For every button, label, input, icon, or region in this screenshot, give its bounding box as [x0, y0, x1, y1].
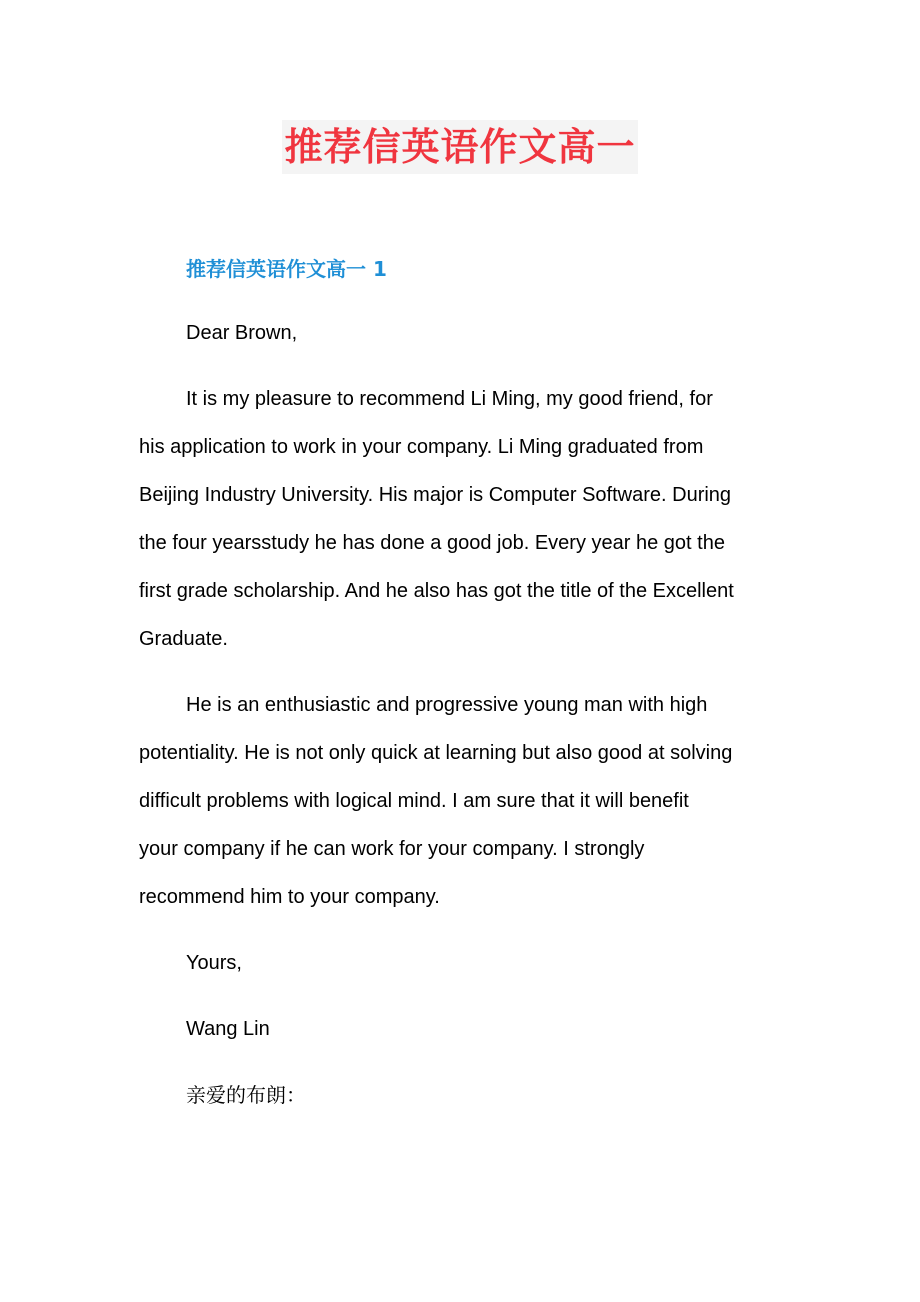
- title-container: [0, 120, 920, 174]
- chinese-salutation: 亲爱的布朗：: [186, 1083, 306, 1107]
- paragraph1-line-2: his application to work in your company. Li Ming graduated from: [139, 436, 704, 458]
- document-title: 推荐信英语作文高一: [282, 120, 637, 174]
- paragraph1-line-3: Beijing Industry University. His major is Computer Software. During: [139, 484, 732, 506]
- paragraph1-line-4: the four yearsstudy he has done a good job. Every year he got the: [139, 532, 725, 554]
- salutation: Dear Brown,: [186, 322, 298, 344]
- paragraph2-line-1: He is an enthusiastic and progressive young man with high: [186, 694, 708, 716]
- paragraph2-line-4: your company if he can work for your company. I strongly: [139, 838, 645, 860]
- section-heading: 推荐信英语作文高一 1: [186, 257, 387, 281]
- paragraph2-line-5: recommend him to your company.: [139, 886, 440, 908]
- closing: Yours,: [186, 952, 242, 974]
- paragraph1-line-1: It is my pleasure to recommend Li Ming, my good friend, for: [186, 388, 713, 410]
- paragraph2-line-3: difficult problems with logical mind. I am sure that it will benefit: [139, 790, 689, 812]
- paragraph1-line-6: Graduate.: [139, 628, 228, 650]
- signature: Wang Lin: [186, 1018, 270, 1040]
- paragraph2-line-2: potentiality. He is not only quick at learning but also good at solving: [139, 742, 733, 764]
- paragraph1-line-5: first grade scholarship. And he also has got the title of the Excellent: [139, 580, 734, 602]
